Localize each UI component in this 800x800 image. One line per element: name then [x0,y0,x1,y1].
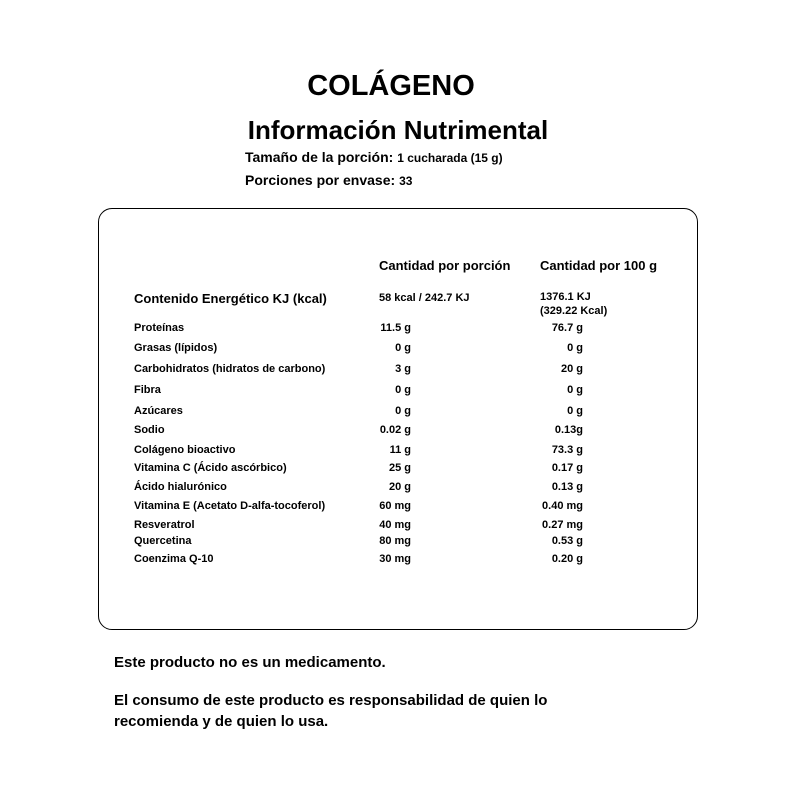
responsibility-text-line2: recomienda y de quien lo usa. [114,713,329,730]
nutrient-per-100g: 0.53 g [551,535,583,547]
nutrient-per-serving: 3 g [395,363,411,375]
energy-per-serving: 58 kcal / 242.7 KJ [379,292,470,304]
servings-per-container-label: Porciones por envase: [245,172,396,188]
nutrient-per-100g: 0 g [567,405,583,417]
servings-per-container [245,172,412,188]
nutrient-per-serving: 0 g [395,384,411,396]
nutrient-per-serving: 0.02 g [379,424,411,436]
nutrient-per-100g: 20 g [560,363,583,375]
nutrient-per-100g: 73.3 g [551,444,583,456]
nutrient-label: Vitamina E (Acetato D-alfa-tocoferol) [134,500,326,512]
energy-label: Contenido Energético KJ (kcal) [134,291,327,306]
energy-per-100g-kcal: (329.22 Kcal) [540,305,608,317]
nutrient-label: Carbohidratos (hidratos de carbono) [134,363,326,375]
servings-per-container-value: 33 [399,174,413,188]
nutrient-per-100g: 0 g [567,342,583,354]
nutrition-info-heading: Información Nutrimental [247,115,549,145]
nutrient-per-serving: 0 g [395,405,411,417]
nutrient-per-serving: 20 g [388,481,411,493]
disclaimer-text: Este producto no es un medicamento. [114,654,386,671]
nutrient-label: Vitamina C (Ácido ascórbico) [134,462,287,474]
nutrient-per-100g: 0.17 g [551,462,583,474]
nutrient-per-100g: 76.7 g [551,322,583,334]
nutrient-per-100g: 0.13g [554,424,583,436]
nutrient-per-100g: 0.20 g [551,553,583,565]
nutrient-per-serving: 30 mg [379,553,411,565]
nutrient-label: Sodio [134,424,165,436]
nutrient-per-serving: 25 g [388,462,411,474]
nutrient-per-serving: 11 g [389,444,411,456]
responsibility-text-line1: El consumo de este producto es responsabilidad de quien lo [114,692,548,709]
nutrient-per-serving: 0 g [395,342,411,354]
nutrient-per-100g: 0.40 mg [542,500,583,512]
nutrient-label: Proteínas [134,322,185,334]
nutrient-per-100g: 0 g [567,384,583,396]
nutrient-label: Azúcares [134,405,183,417]
nutrient-per-serving: 11.5 g [380,322,411,334]
nutrient-per-serving: 80 mg [379,535,411,547]
nutrient-label: Grasas (lípidos) [134,342,218,354]
nutrient-label: Quercetina [134,535,192,547]
energy-per-100g: 1376.1 KJ [540,291,591,303]
nutrient-label: Fibra [134,384,161,396]
column-header-per-serving: Cantidad por porción [379,258,511,273]
nutrient-per-100g: 0.13 g [551,481,583,493]
column-header-per-100g: Cantidad por 100 g [540,258,658,273]
nutrient-label: Coenzima Q-10 [134,553,214,565]
nutrient-per-serving: 60 mg [379,500,411,512]
nutrient-label: Resveratrol [134,519,195,531]
nutrient-per-100g: 0.27 mg [542,519,583,531]
nutrient-label: Colágeno bioactivo [134,444,236,456]
nutrient-label: Ácido hialurónico [134,481,227,493]
product-title: COLÁGENO [307,70,475,102]
serving-size-value: 1 cucharada (15 g) [397,151,503,165]
nutrient-per-serving: 40 mg [379,519,411,531]
serving-size-label: Tamaño de la porción: [245,149,394,165]
serving-size [245,149,503,165]
